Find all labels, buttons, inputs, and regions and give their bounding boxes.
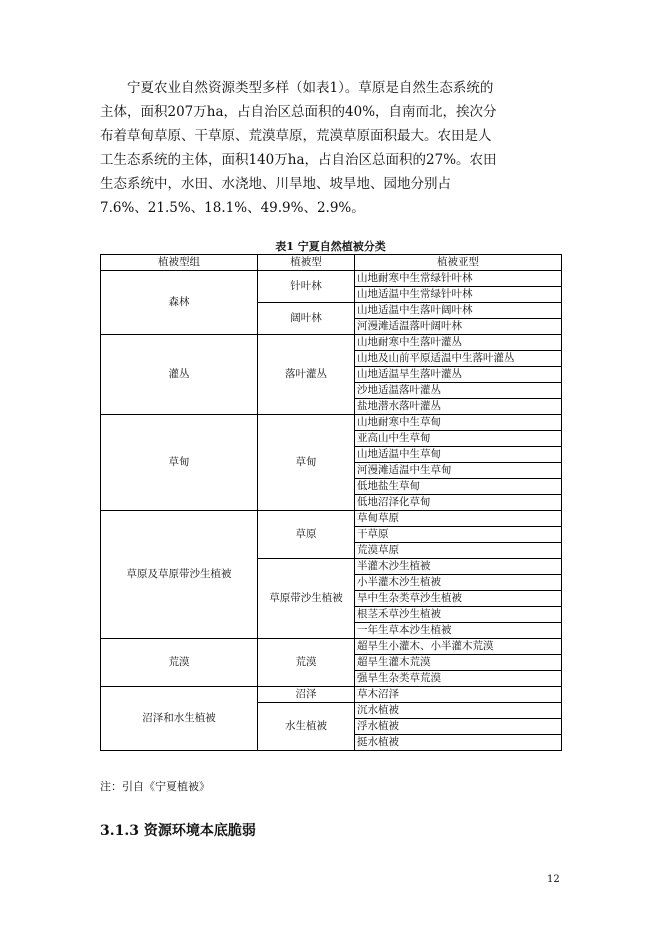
table-row	[101, 687, 562, 703]
table-row	[101, 639, 562, 655]
header-vegetation-subtype: 植被亚型	[355, 255, 562, 271]
vegetation-subtype-cell: 低地沼泽化草甸	[355, 495, 562, 511]
vegetation-subtype-cell: 旱中生杂类草沙生植被	[355, 591, 562, 607]
vegetation-subtype-cell: 根茎禾草沙生植被	[355, 607, 562, 623]
vegetation-type-cell: 草原带沙生植被	[258, 559, 355, 639]
vegetation-group-cell: 荒漠	[101, 639, 258, 687]
vegetation-subtype-cell: 山地耐寒中生落叶灌丛	[355, 335, 562, 351]
vegetation-subtype-cell: 河漫滩适温落叶阔叶林	[355, 319, 562, 335]
vegetation-type-cell: 水生植被	[258, 703, 355, 751]
table-note: 注：引自《宁夏植被》	[100, 780, 210, 793]
table-row	[101, 415, 562, 431]
vegetation-type-cell: 针叶林	[258, 271, 355, 303]
vegetation-subtype-cell: 半灌木沙生植被	[355, 559, 562, 575]
vegetation-subtype-cell: 一年生草本沙生植被	[355, 623, 562, 639]
vegetation-subtype-cell: 草甸草原	[355, 511, 562, 527]
table-row	[101, 511, 562, 527]
vegetation-subtype-cell: 沙地适温落叶灌丛	[355, 383, 562, 399]
body-paragraph	[100, 76, 560, 220]
vegetation-type-cell: 草甸	[258, 415, 355, 511]
vegetation-subtype-cell: 盐地潜水落叶灌丛	[355, 399, 562, 415]
vegetation-subtype-cell: 超旱生小灌木、小半灌木荒漠	[355, 639, 562, 655]
vegetation-subtype-cell: 山地适温中生常绿针叶林	[355, 287, 562, 303]
paragraph-line: 主体，面积207万ha，占自治区总面积的40%，自南而北，挨次分	[100, 104, 497, 120]
vegetation-subtype-cell: 山地适温旱生落叶灌丛	[355, 367, 562, 383]
paragraph-line: 工生态系统的主体，面积140万ha，占自治区总面积的27%。农田	[100, 152, 497, 168]
vegetation-group-cell: 灌丛	[101, 335, 258, 415]
vegetation-subtype-cell: 浮水植被	[355, 719, 562, 735]
paragraph-line: 宁夏农业自然资源类型多样（如表1）。草原是自然生态系统的	[100, 80, 494, 96]
vegetation-subtype-cell: 山地及山前平原适温中生落叶灌丛	[355, 351, 562, 367]
vegetation-subtype-cell: 山地耐寒中生常绿针叶林	[355, 271, 562, 287]
vegetation-subtype-cell: 山地适温中生落叶阔叶林	[355, 303, 562, 319]
vegetation-subtype-cell: 超旱生灌木荒漠	[355, 655, 562, 671]
vegetation-subtype-cell: 干草原	[355, 527, 562, 543]
vegetation-subtype-cell: 山地适温中生草甸	[355, 447, 562, 463]
paragraph-line: 生态系统中，水田、水浇地、川旱地、坡旱地、园地分别占	[100, 176, 451, 192]
vegetation-subtype-cell: 荒漠草原	[355, 543, 562, 559]
vegetation-type-cell: 草原	[258, 511, 355, 559]
vegetation-subtype-cell: 亚高山中生草甸	[355, 431, 562, 447]
paragraph-line: 7.6%、21.5%、18.1%、49.9%、2.9%。	[100, 200, 365, 216]
vegetation-group-cell: 森林	[101, 271, 258, 335]
vegetation-subtype-cell: 河漫滩适温中生草甸	[355, 463, 562, 479]
vegetation-group-cell: 沼泽和水生植被	[101, 687, 258, 751]
vegetation-subtype-cell: 山地耐寒中生草甸	[355, 415, 562, 431]
header-vegetation-type: 植被型	[258, 255, 355, 271]
table-row	[101, 271, 562, 287]
table-caption: 表1 宁夏自然植被分类	[275, 240, 386, 253]
vegetation-type-cell: 荒漠	[258, 639, 355, 687]
vegetation-type-cell: 落叶灌丛	[258, 335, 355, 415]
vegetation-subtype-cell: 草木沼泽	[355, 687, 562, 703]
table-header-row	[101, 255, 562, 271]
vegetation-group-cell: 草甸	[101, 415, 258, 511]
vegetation-subtype-cell: 沉水植被	[355, 703, 562, 719]
table-row	[101, 335, 562, 351]
vegetation-subtype-cell: 强旱生杂类草荒漠	[355, 671, 562, 687]
vegetation-subtype-cell: 低地盐生草甸	[355, 479, 562, 495]
section-heading: 3.1.3 资源环境本底脆弱	[100, 823, 256, 839]
vegetation-type-cell: 阔叶林	[258, 303, 355, 335]
vegetation-table	[100, 254, 562, 751]
vegetation-subtype-cell: 挺水植被	[355, 735, 562, 751]
vegetation-type-cell: 沼泽	[258, 687, 355, 703]
paragraph-line: 布着草甸草原、干草原、荒漠草原，荒漠草原面积最大。农田是人	[100, 128, 492, 144]
page-number: 12	[547, 874, 560, 885]
header-vegetation-group: 植被型组	[101, 255, 258, 271]
vegetation-subtype-cell: 小半灌木沙生植被	[355, 575, 562, 591]
vegetation-group-cell: 草原及草原带沙生植被	[101, 511, 258, 639]
